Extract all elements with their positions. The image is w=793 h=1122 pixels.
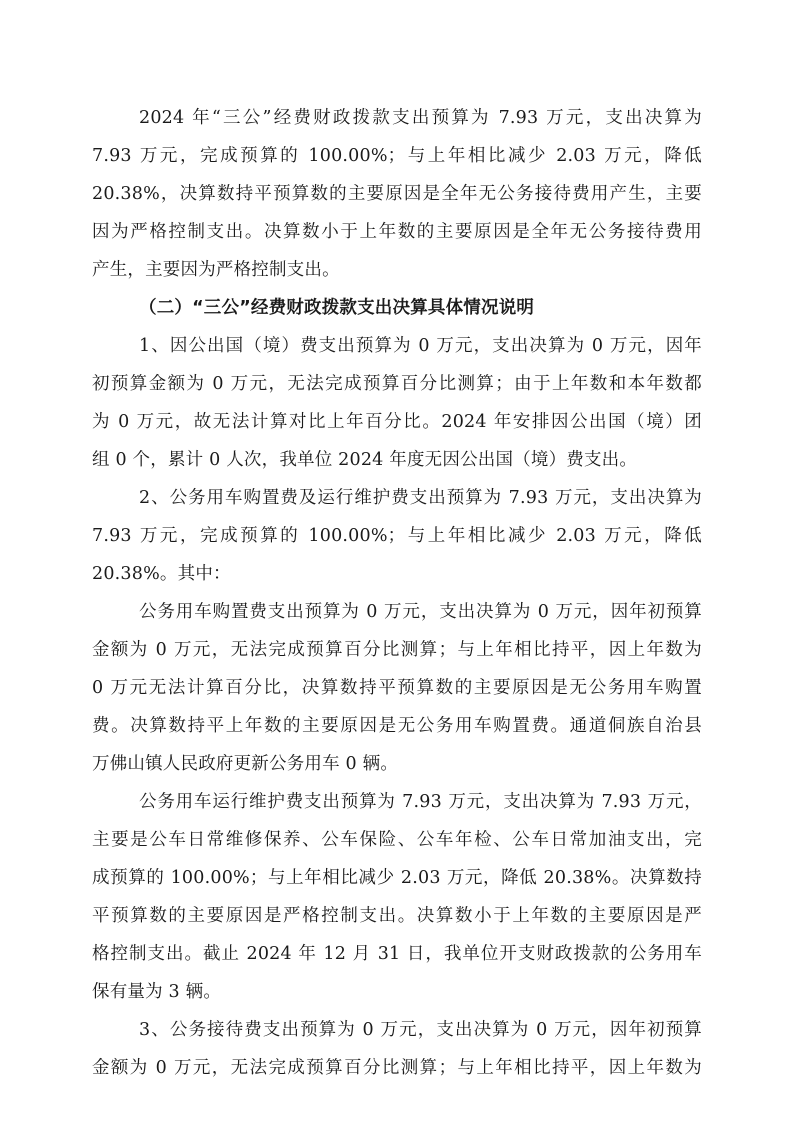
text-line: 因为严格控制支出。决算数小于上年数的主要原因是全年无公务接待费用	[92, 222, 702, 242]
text-line: 0 万元无法计算百分比，决算数持平预算数的主要原因是无公务用车购置	[92, 678, 702, 698]
text-line: 公务用车购置费支出预算为 0 万元，支出决算为 0 万元，因年初预算	[139, 602, 702, 622]
text-line: 保有量为 3 辆。	[92, 982, 222, 1002]
text-line: 成预算的 100.00%；与上年相比减少 2.03 万元，降低 20.38%。决算数持	[92, 868, 702, 888]
text-line: 为 0 万元，故无法计算对比上年百分比。2024 年安排因公出国（境）团	[92, 412, 702, 432]
text-line: 公务用车运行维护费支出预算为 7.93 万元，支出决算为 7.93 万元，	[139, 792, 702, 812]
text-line: 金额为 0 万元，无法完成预算百分比测算；与上年相比持平，因上年数为	[92, 640, 702, 660]
text-line: 1、因公出国（境）费支出预算为 0 万元，支出决算为 0 万元，因年	[139, 336, 702, 356]
text-line: 金额为 0 万元，无法完成预算百分比测算；与上年相比持平，因上年数为	[92, 1058, 702, 1078]
text-line: 费。决算数持平上年数的主要原因是无公务用车购置费。通道侗族自治县	[92, 716, 702, 736]
text-line: 20.38%，决算数持平预算数的主要原因是全年无公务接待费用产生，主要	[92, 184, 702, 204]
text-line: 20.38%。其中：	[92, 564, 231, 584]
text-line: 7.93 万元，完成预算的 100.00%；与上年相比减少 2.03 万元，降低	[92, 146, 702, 166]
section-heading: （二）“三公”经费财政拨款支出决算具体情况说明	[139, 298, 535, 318]
text-line: 2024 年“三公”经费财政拨款支出预算为 7.93 万元，支出决算为	[139, 108, 702, 128]
text-line: 主要是公车日常维修保养、公车保险、公车年检、公车日常加油支出，完	[92, 830, 702, 850]
text-line: 初预算金额为 0 万元，无法完成预算百分比测算；由于上年数和本年数都	[92, 374, 702, 394]
text-line: 3、公务接待费支出预算为 0 万元，支出决算为 0 万元，因年初预算	[139, 1020, 702, 1040]
text-line: 产生，主要因为严格控制支出。	[92, 260, 340, 280]
text-line: 2、公务用车购置费及运行维护费支出预算为 7.93 万元，支出决算为	[139, 488, 702, 508]
text-line: 万佛山镇人民政府更新公务用车 0 辆。	[92, 754, 399, 774]
text-line: 平预算数的主要原因是严格控制支出。决算数小于上年数的主要原因是严	[92, 906, 702, 926]
text-line: 7.93 万元，完成预算的 100.00%；与上年相比减少 2.03 万元，降低	[92, 526, 702, 546]
text-line: 组 0 个，累计 0 人次，我单位 2024 年度无因公出国（境）费支出。	[92, 450, 638, 470]
text-line: 格控制支出。截止 2024 年 12 月 31 日，我单位开支财政拨款的公务用车	[92, 944, 702, 964]
